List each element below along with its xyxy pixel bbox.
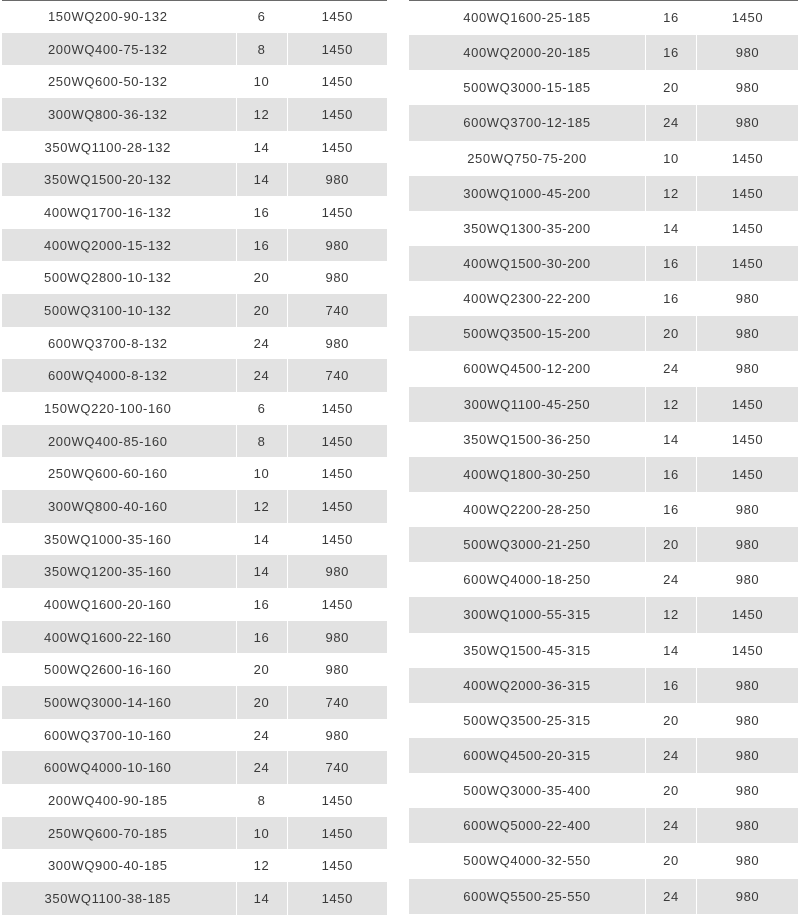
diameter-cell: 24 — [646, 351, 697, 386]
speed-cell: 740 — [287, 294, 387, 327]
speed-cell: 980 — [697, 105, 799, 140]
diameter-cell: 24 — [236, 359, 287, 392]
speed-cell: 980 — [287, 653, 387, 686]
speed-cell: 1450 — [287, 457, 387, 490]
model-cell: 200WQ400-85-160 — [2, 425, 236, 458]
diameter-cell: 8 — [236, 784, 287, 817]
model-cell: 400WQ2200-28-250 — [463, 502, 591, 518]
speed-cell: 980 — [287, 555, 387, 588]
diameter-cell: 16 — [646, 668, 697, 703]
table-row — [409, 668, 798, 703]
table-row — [409, 773, 798, 808]
speed-cell: 1450 — [287, 0, 387, 33]
diameter-cell: 14 — [646, 633, 697, 668]
table-row — [2, 163, 387, 196]
table-row — [2, 751, 387, 784]
diameter-cell: 12 — [646, 597, 697, 632]
diameter-cell: 12 — [646, 176, 697, 211]
diameter-cell: 20 — [236, 261, 287, 294]
model-cell: 350WQ1100-28-132 — [44, 139, 171, 155]
diameter-cell: 10 — [646, 141, 697, 176]
diameter-cell: 16 — [236, 621, 287, 654]
model-cell: 300WQ1000-55-315 — [409, 597, 646, 632]
model-cell: 400WQ1600-20-160 — [44, 596, 172, 612]
speed-cell: 980 — [697, 35, 799, 70]
speed-cell: 1450 — [287, 588, 387, 621]
speed-cell: 980 — [697, 843, 799, 878]
table-row — [2, 0, 387, 33]
model-cell: 500WQ2600-16-160 — [44, 662, 172, 678]
speed-cell: 1450 — [697, 422, 799, 457]
diameter-cell: 20 — [646, 70, 697, 105]
speed-cell: 980 — [287, 327, 387, 360]
diameter-cell: 14 — [236, 131, 287, 164]
diameter-cell: 20 — [646, 527, 697, 562]
model-cell: 300WQ800-36-132 — [2, 98, 236, 131]
table-row — [2, 719, 387, 752]
diameter-cell: 14 — [236, 523, 287, 556]
model-cell: 500WQ3000-15-185 — [463, 80, 591, 96]
model-cell: 350WQ1200-35-160 — [2, 555, 236, 588]
model-cell: 600WQ3700-10-160 — [44, 727, 172, 743]
model-cell: 300WQ1100-45-250 — [409, 387, 646, 422]
spec-table-left — [2, 0, 387, 915]
speed-cell: 1450 — [287, 784, 387, 817]
table-row — [2, 882, 387, 915]
table-row — [409, 843, 798, 878]
model-cell: 300WQ800-40-160 — [2, 490, 236, 523]
model-cell: 600WQ5500-25-550 — [409, 879, 646, 914]
model-cell: 300WQ1000-45-200 — [409, 176, 646, 211]
diameter-cell: 20 — [646, 703, 697, 738]
model-cell: 150WQ200-90-132 — [47, 8, 168, 24]
diameter-cell: 20 — [646, 843, 697, 878]
model-cell: 500WQ2800-10-132 — [44, 270, 172, 286]
speed-cell: 1450 — [287, 392, 387, 425]
model-cell: 600WQ4000-8-132 — [2, 359, 236, 392]
table-row — [409, 141, 798, 176]
right-spec-table — [409, 0, 798, 914]
speed-cell: 1450 — [697, 176, 799, 211]
diameter-cell: 20 — [646, 316, 697, 351]
diameter-cell: 12 — [646, 387, 697, 422]
speed-cell: 980 — [287, 229, 387, 262]
table-row — [409, 351, 798, 386]
model-cell: 600WQ4500-12-200 — [463, 361, 591, 377]
table-row — [409, 246, 798, 281]
speed-cell: 980 — [697, 492, 799, 527]
model-cell: 600WQ4500-20-315 — [409, 738, 646, 773]
speed-cell: 740 — [287, 686, 387, 719]
speed-cell: 980 — [697, 70, 799, 105]
table-row — [2, 621, 387, 654]
diameter-cell: 6 — [236, 0, 287, 33]
diameter-cell: 24 — [236, 751, 287, 784]
table-row — [2, 849, 387, 882]
diameter-cell: 24 — [646, 738, 697, 773]
diameter-cell: 14 — [236, 163, 287, 196]
table-row — [2, 555, 387, 588]
diameter-cell: 10 — [236, 457, 287, 490]
speed-cell: 980 — [697, 351, 799, 386]
diameter-cell: 12 — [236, 490, 287, 523]
diameter-cell: 10 — [236, 65, 287, 98]
diameter-cell: 20 — [236, 653, 287, 686]
model-cell: 350WQ1100-38-185 — [2, 882, 236, 915]
diameter-cell: 24 — [646, 808, 697, 843]
table-row — [2, 686, 387, 719]
diameter-cell: 16 — [646, 281, 697, 316]
diameter-cell: 16 — [646, 246, 697, 281]
table-row — [409, 35, 798, 70]
table-row — [2, 327, 387, 360]
diameter-cell: 16 — [646, 492, 697, 527]
model-cell: 600WQ5000-22-400 — [409, 808, 646, 843]
diameter-cell: 8 — [236, 33, 287, 66]
table-row — [409, 0, 798, 35]
table-row — [2, 294, 387, 327]
diameter-cell: 20 — [236, 294, 287, 327]
diameter-cell: 16 — [236, 229, 287, 262]
speed-cell: 980 — [697, 668, 799, 703]
table-row — [2, 261, 387, 294]
diameter-cell: 10 — [236, 817, 287, 850]
table-row — [2, 131, 387, 164]
diameter-cell: 24 — [236, 327, 287, 360]
model-cell: 350WQ1500-36-250 — [463, 431, 591, 447]
table-row — [409, 703, 798, 738]
model-cell: 400WQ2000-20-185 — [409, 35, 646, 70]
diameter-cell: 14 — [236, 555, 287, 588]
diameter-cell: 12 — [236, 849, 287, 882]
speed-cell: 980 — [697, 562, 799, 597]
table-row — [2, 425, 387, 458]
diameter-cell: 16 — [646, 35, 697, 70]
speed-cell: 1450 — [287, 425, 387, 458]
diameter-cell: 14 — [236, 882, 287, 915]
model-cell: 500WQ3000-14-160 — [2, 686, 236, 719]
speed-cell: 1450 — [697, 141, 799, 176]
model-cell: 500WQ3000-35-400 — [463, 783, 591, 799]
diameter-cell: 24 — [646, 562, 697, 597]
model-cell: 400WQ1600-25-185 — [463, 10, 591, 26]
table-row — [2, 523, 387, 556]
speed-cell: 1450 — [287, 849, 387, 882]
table-row — [409, 281, 798, 316]
speed-cell: 980 — [697, 316, 799, 351]
table-row — [2, 33, 387, 66]
diameter-cell: 24 — [236, 719, 287, 752]
model-cell: 350WQ1500-20-132 — [2, 163, 236, 196]
speed-cell: 1450 — [287, 490, 387, 523]
speed-cell: 1450 — [697, 633, 799, 668]
model-cell: 600WQ3700-12-185 — [409, 105, 646, 140]
table-row — [409, 597, 798, 632]
model-cell: 400WQ2000-15-132 — [2, 229, 236, 262]
table-row — [2, 784, 387, 817]
diameter-cell: 20 — [646, 773, 697, 808]
model-cell: 250WQ600-70-185 — [2, 817, 236, 850]
diameter-cell: 16 — [236, 588, 287, 621]
speed-cell: 980 — [697, 773, 799, 808]
left-top-rule — [2, 0, 387, 1]
table-row — [2, 490, 387, 523]
model-cell: 500WQ3500-25-315 — [463, 712, 591, 728]
model-cell: 400WQ1500-30-200 — [409, 246, 646, 281]
speed-cell: 1450 — [287, 33, 387, 66]
diameter-cell: 6 — [236, 392, 287, 425]
speed-cell: 980 — [697, 879, 799, 914]
table-row — [2, 653, 387, 686]
model-cell: 250WQ750-75-200 — [467, 150, 587, 166]
model-cell: 200WQ400-75-132 — [2, 33, 236, 66]
speed-cell: 1450 — [697, 387, 799, 422]
table-row — [409, 527, 798, 562]
model-cell: 350WQ1000-35-160 — [44, 531, 172, 547]
table-row — [409, 633, 798, 668]
table-row — [409, 808, 798, 843]
diameter-cell: 14 — [646, 211, 697, 246]
diameter-cell: 8 — [236, 425, 287, 458]
speed-cell: 1450 — [697, 246, 799, 281]
speed-cell: 1450 — [287, 65, 387, 98]
speed-cell: 980 — [287, 719, 387, 752]
model-cell: 400WQ2000-36-315 — [409, 668, 646, 703]
speed-cell: 980 — [287, 163, 387, 196]
model-cell: 350WQ1300-35-200 — [463, 220, 591, 236]
speed-cell: 980 — [697, 703, 799, 738]
table-row — [409, 738, 798, 773]
speed-cell: 980 — [697, 527, 799, 562]
speed-cell: 740 — [287, 359, 387, 392]
table-row — [409, 879, 798, 914]
right-top-rule — [409, 0, 798, 1]
speed-cell: 1450 — [697, 211, 799, 246]
table-row — [2, 817, 387, 850]
speed-cell: 1450 — [287, 817, 387, 850]
diameter-cell: 14 — [646, 422, 697, 457]
speed-cell: 1450 — [287, 196, 387, 229]
diameter-cell: 24 — [646, 879, 697, 914]
diameter-cell: 24 — [646, 105, 697, 140]
diameter-cell: 16 — [646, 0, 697, 35]
spec-table-right — [409, 0, 798, 914]
model-cell: 200WQ400-90-185 — [47, 792, 168, 808]
diameter-cell: 16 — [646, 457, 697, 492]
table-row — [2, 392, 387, 425]
table-row — [2, 98, 387, 131]
table-row — [409, 492, 798, 527]
speed-cell: 1450 — [287, 882, 387, 915]
speed-cell: 1450 — [697, 597, 799, 632]
model-cell: 300WQ900-40-185 — [47, 858, 168, 874]
model-cell: 250WQ600-60-160 — [47, 466, 168, 482]
speed-cell: 1450 — [287, 131, 387, 164]
left-spec-table — [2, 0, 387, 915]
model-cell: 600WQ4000-18-250 — [463, 572, 591, 588]
model-cell: 400WQ1800-30-250 — [409, 457, 646, 492]
model-cell: 500WQ3100-10-132 — [2, 294, 236, 327]
table-row — [409, 176, 798, 211]
table-row — [409, 387, 798, 422]
model-cell: 600WQ4000-10-160 — [2, 751, 236, 784]
table-row — [2, 229, 387, 262]
model-cell: 400WQ1600-22-160 — [2, 621, 236, 654]
table-row — [409, 316, 798, 351]
speed-cell: 1450 — [697, 0, 799, 35]
table-row — [409, 105, 798, 140]
table-row — [409, 70, 798, 105]
model-cell: 400WQ2300-22-200 — [463, 291, 591, 307]
model-cell: 400WQ1700-16-132 — [44, 204, 172, 220]
model-cell: 500WQ4000-32-550 — [463, 853, 591, 869]
table-row — [2, 588, 387, 621]
speed-cell: 980 — [697, 808, 799, 843]
speed-cell: 1450 — [287, 523, 387, 556]
speed-cell: 980 — [287, 621, 387, 654]
speed-cell: 980 — [697, 738, 799, 773]
table-row — [409, 562, 798, 597]
model-cell: 600WQ3700-8-132 — [47, 335, 168, 351]
table-row — [2, 359, 387, 392]
table-row — [409, 422, 798, 457]
model-cell: 350WQ1500-45-315 — [463, 642, 591, 658]
speed-cell: 1450 — [697, 457, 799, 492]
model-cell: 500WQ3500-15-200 — [409, 316, 646, 351]
table-row — [409, 457, 798, 492]
table-row — [409, 211, 798, 246]
diameter-cell: 12 — [236, 98, 287, 131]
model-cell: 150WQ220-100-160 — [44, 400, 172, 416]
model-cell: 500WQ3000-21-250 — [409, 527, 646, 562]
diameter-cell: 16 — [236, 196, 287, 229]
speed-cell: 1450 — [287, 98, 387, 131]
table-row — [2, 457, 387, 490]
table-row — [2, 65, 387, 98]
speed-cell: 980 — [697, 281, 799, 316]
speed-cell: 740 — [287, 751, 387, 784]
model-cell: 250WQ600-50-132 — [47, 74, 168, 90]
speed-cell: 980 — [287, 261, 387, 294]
table-row — [2, 196, 387, 229]
diameter-cell: 20 — [236, 686, 287, 719]
